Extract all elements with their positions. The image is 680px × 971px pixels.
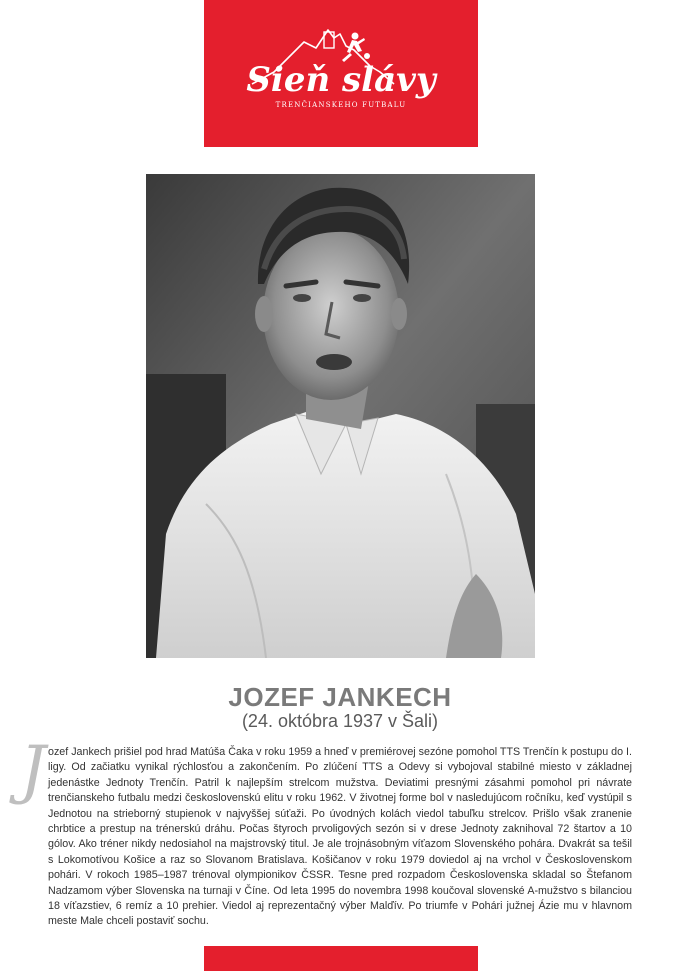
biography-dropcap: J [20, 733, 46, 807]
logo-subtitle: TRENČIANSKEHO FUTBALU [275, 101, 407, 109]
person-name: JOZEF JANKECH [228, 682, 452, 712]
logo-player-icon [342, 33, 370, 63]
logo-title: Sieň slávy [246, 60, 436, 100]
biography-text: ozef Jankech prišiel pod hrad Matúša Čaka v roku 1959 a hneď v premiérovej sezóne pomohol TTS Trenčín k postupu do I. ligy. Od začiatku vynikal rýchlosťou a zakončením. Po zlúčení TTS a Odevy si vybojoval stabilné miesto v základnej jedenástke Jednoty Trenčín. Patril k najlepším strelcom mužstva. Deviatimi presnými zásahmi pomohol pri návrate trenčianskeho futbalu medzi československú elitu v roku 1962. V životnej forme bol v nasledujúcom ročníku, keď vystúpil s Jednotou na strieborný stupienok v najvyššej súťaži. Po úvodných kolách viedol tabuľku strelcov. Prišlo však zranenie chrbtice a prestup na trénerskú dráhu. Počas štyroch prvoligových sezón si v drese Jednoty zaknihoval 72 štartov a 10 gólov. Ako tréner nikdy nedosiahol na majstrovský titul. Je ale trojnásobným víťazom Slovenského pohára. Dvakrát sa tešil s Lokomotívou Košice a raz so Slovanom Bratislava. Košičanov v roku 1979 doviedol aj na vrchol v Československom pohári. V rokoch 1985–1987 trénoval olympionikov ČSSR. Tesne pred rozpadom Československa skladal so Štefanom Nadzamom výber Slovenska na turnaji v Číne. Od leta 1995 do novembra 1998 koučoval slovenské A-mužstvo s bilanciou 18 víťazstiev, 6 remíz a 10 prehier. Viedol aj reprezentačný výber Malďív. Po triumfe v Pohári južnej Ázie mu v hlavnom meste Male chceli postaviť sochu. [48, 746, 632, 928]
person-birth-date: (24. októbra 1937 v Šali) [241, 711, 439, 731]
footer-bar [204, 946, 478, 971]
portrait-image [146, 174, 535, 658]
portrait-photo [146, 174, 535, 658]
header-banner [204, 0, 478, 147]
